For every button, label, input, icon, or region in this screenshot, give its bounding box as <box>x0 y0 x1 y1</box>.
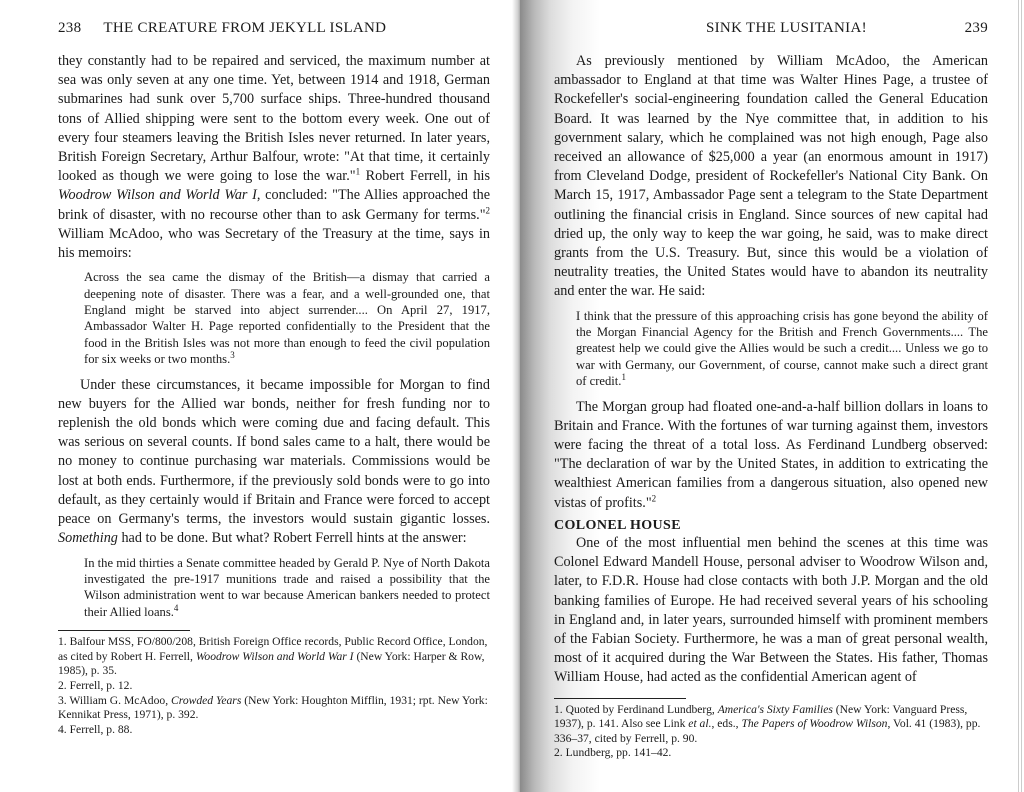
right-page-number: 239 <box>964 19 988 36</box>
right-blockquote: I think that the pressure of this approaching crisis has gone beyond the ability of the Morgan Financial Agency for the British and French Governments.... The greatest help we could give the Allies would be such a credit.... Unless we go to war with Germany, our Government, of course, cannot make such a direct grant of credit.$^1$ <box>576 308 988 389</box>
right-page <box>520 0 1024 792</box>
right-paragraph-1: As previously mentioned by William McAdoo, the American ambassador to England at that time was Walter Hines Page, a trustee of Rockefeller's social-engineering foundation called the General Education Board. It was learned by the Nye committee that, in addition to his government salary, which he complained was not high enough, Page also received an allowance of $25,000 a year (an enormous amount in 1917) from Cleveland Dodge, president of Rockefeller's National City Bank. On March 15, 1917, Ambassador Page sent a telegram to the State Department outlining the financial crisis in England. Since sources of new capital had dried up, the only way to keep the war going, he said, was to make direct grants from the U.S. Treasury. But, since this would be a violation of neutrality treaties, the United States would have to abandon its neutrality and enter the war. He said: <box>554 53 988 300</box>
left-blockquote-2: In the mid thirties a Senate committee headed by Gerald P. Nye of North Dakota investigated the pre-1917 munitions trade and raised a possibility that the Wilson administration went to war because American bankers needed to protect their Allied loans.$^4$ <box>84 555 490 619</box>
left-paragraph-2: Under these circumstances, it became impossible for Morgan to find new buyers for the Allied war bonds, neither for fresh funding nor to replenish the old bonds which were coming due and facing default. This was serious on several counts. If bond sales came to a halt, there would be no money to continue purchasing war materials. Commissions would be lost at both ends. Furthermore, if the previously sold bonds were to go into default, as they certainly would if Britain and France were forced to accept peace on Germany's terms, the investors would sustain gigantic losses. Something had to be done. But what? Robert Ferrell hints at the answer: <box>58 376 490 547</box>
right-footnote-1: 1. Quoted by Ferdinand Lundberg, America's Sixty Families (New York: Vanguard Press, 1937), p. 141. Also see Link et al., eds., The Papers of Woodrow Wilson, Vol. 41 (1983), pp. 336–37, cited by Ferrell, p. 90. <box>554 702 981 745</box>
left-paragraph-1: they constantly had to be repaired and serviced, the maximum number at sea was only seven at any one time. Yet, between 1914 and 1918, German submarines had sunk over 5,700 surface ships. Three-hundred thousand tons of Allied shipping were sent to the bottom every week. One out of every four steamers leaving the British Isles never returned. In later years, British Foreign Secretary, Arthur Balfour, wrote: "At that time, it certainly looked as though we were going to lose the war."$^1$ Robert Ferrell, in his Woodrow Wilson and World War I, concluded: "The Allies approached the brink of disaster, with no recourse other than to ask Germany for terms."$^2$ William McAdoo, who was Secretary of the Treasury at the time, says in his memoirs: <box>58 53 491 262</box>
left-footnote-3: 3. William G. McAdoo, Crowded Years (New York: Houghton Mifflin, 1931; rpt. New York: Kennikat Press, 1971), p. 392. <box>58 693 488 722</box>
right-running-head <box>554 16 988 40</box>
right-footnote-2: 2. Lundberg, pp. 141–42. <box>554 746 672 760</box>
right-paragraph-2: The Morgan group had floated one-and-a-half billion dollars in loans to Britain and France. With the fortunes of war turning against them, investors were facing the threat of a total loss. As Ferdinand Lundberg observed: "The declaration of war by the United States, in addition to extricating the wealthiest American families from a dangerous situation, also opened new vistas of profits."$^2$ <box>554 398 988 511</box>
left-footnote-2: 2. Ferrell, p. 12. <box>58 678 133 692</box>
left-running-head <box>58 16 490 40</box>
left-footnote-4: 4. Ferrell, p. 88. <box>58 722 133 736</box>
left-running-title: THE CREATURE FROM JEKYLL ISLAND <box>103 19 387 36</box>
section-heading: COLONEL HOUSE <box>554 517 681 533</box>
page-edges <box>1018 0 1024 792</box>
left-footnote-1: 1. Balfour MSS, FO/800/208, British Foreign Office records, Public Record Office, London, as cited by Robert H. Ferrell, Woodrow Wilson and World War I (New York: Harper & Row, 1985), p. 35. <box>58 635 488 678</box>
right-running-title: SINK THE LUSITANIA! <box>706 19 867 36</box>
left-footnote-rule <box>58 630 190 631</box>
left-page-number: 238 <box>58 19 82 36</box>
right-footnote-rule <box>554 698 686 699</box>
left-blockquote-1: Across the sea came the dismay of the British—a dismay that carried a deepening note of disaster. There was a fear, and a well-grounded one, that England might be starved into abject surrender.... On April 27, 1917, Ambassador Walter H. Page reported confidentially to the President that the food in the British Isles was not more than enough to feed the civil population for six weeks or two months.$^3$ <box>84 270 490 367</box>
right-paragraph-3: One of the most influential men behind the scenes at this time was Colonel Edward Mandell House, personal adviser to Woodrow Wilson and, later, to F.D.R. House had close contacts with both J.P. Morgan and the old banking families of Europe. He had received several years of his schooling in England and, in later years, surrounded himself with prominent members of the Fabian Society. Furthermore, he was a man of great personal wealth, most of it acquired during the War Between the States. His father, Thomas William House, had acted as the confidential American agent of <box>554 534 988 686</box>
